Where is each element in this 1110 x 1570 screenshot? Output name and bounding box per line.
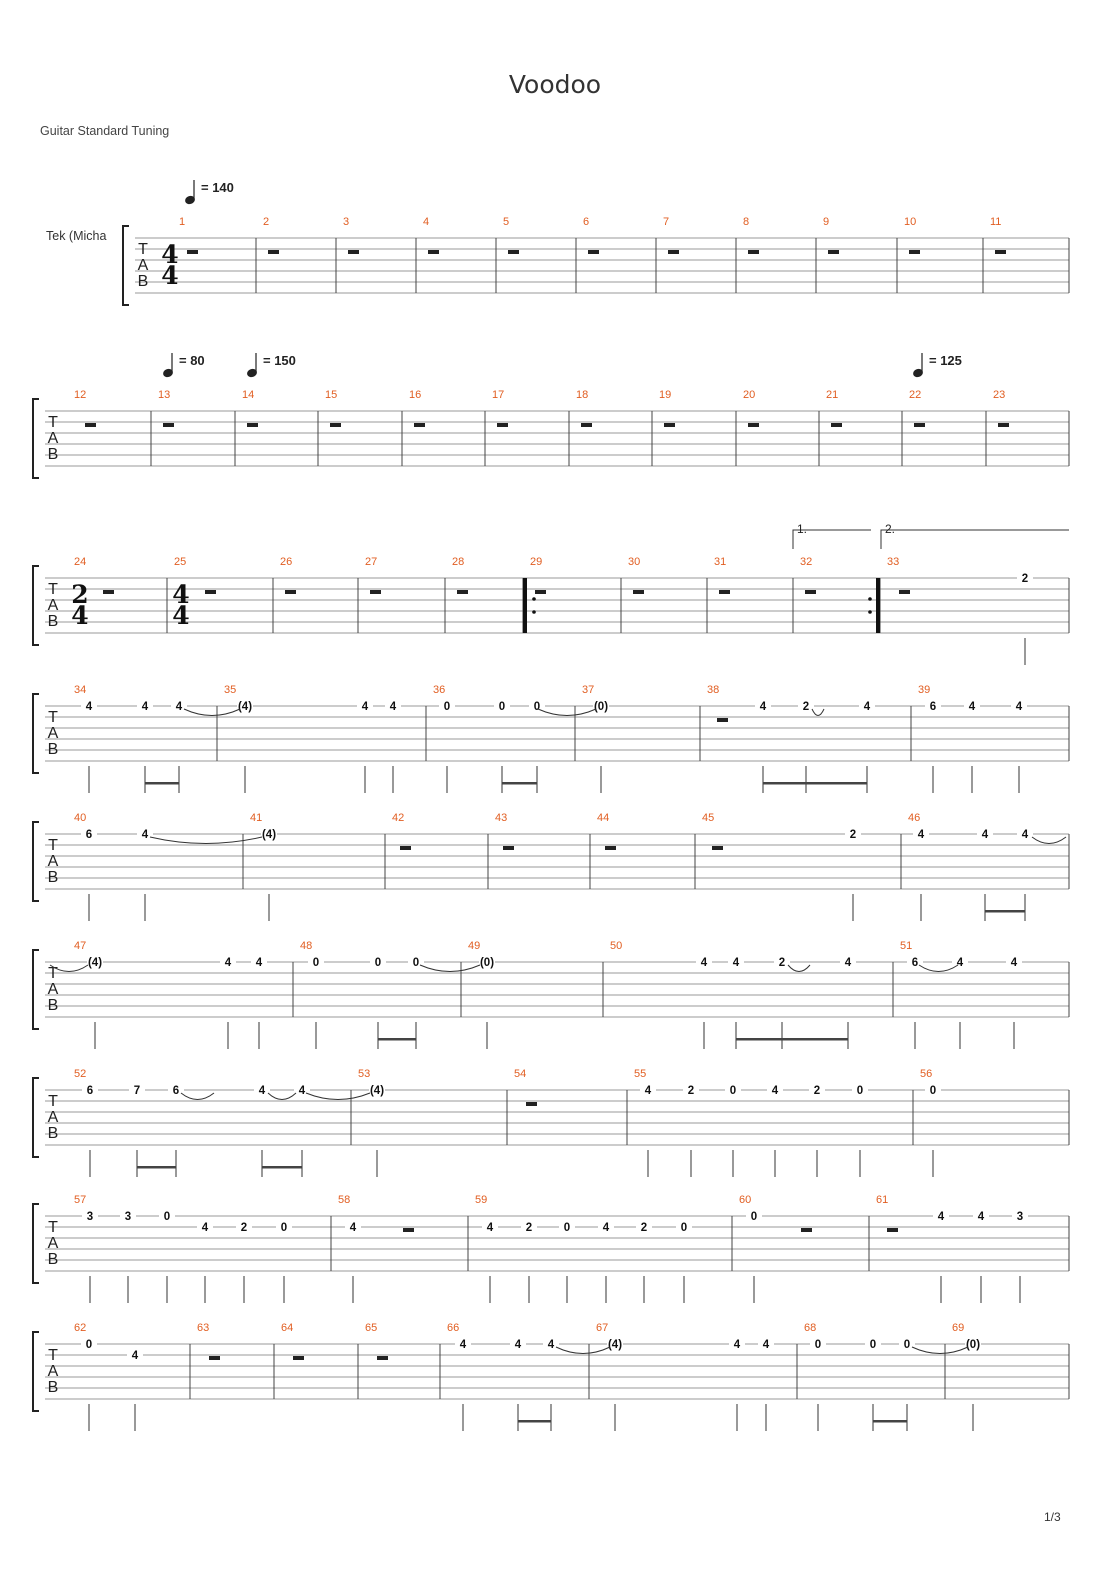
rest-symbol — [887, 1228, 898, 1232]
measure-number: 60 — [739, 1194, 752, 1206]
rest-symbol — [719, 590, 730, 594]
measure-number: 39 — [918, 684, 931, 696]
measure-number: 32 — [800, 556, 813, 568]
measure-number: 58 — [338, 1194, 351, 1206]
rest-symbol — [370, 590, 381, 594]
measure-number: 22 — [909, 389, 922, 401]
fret-number: 4 — [863, 701, 871, 713]
tab-clef-letter: B — [137, 273, 149, 290]
fret-number: 2 — [1021, 573, 1029, 585]
fret-number: 0 — [750, 1211, 758, 1223]
tie-arc — [788, 965, 810, 972]
tie-arc — [556, 1347, 610, 1354]
fret-number: (0) — [965, 1339, 981, 1351]
note-beam — [145, 782, 179, 785]
fret-number: 4 — [389, 701, 397, 713]
fret-number: 0 — [680, 1222, 688, 1234]
fret-number: 0 — [280, 1222, 288, 1234]
note-beam — [782, 1038, 848, 1041]
note-beam — [736, 1038, 782, 1041]
time-signature-denominator: 4 — [172, 601, 190, 630]
measure-number: 26 — [280, 556, 293, 568]
fret-number: 4 — [771, 1085, 779, 1097]
tie-arc — [184, 709, 240, 716]
tab-clef-letter: T — [48, 581, 58, 598]
tie-arc — [268, 1093, 296, 1100]
rest-symbol — [503, 846, 514, 850]
tab-clef-letter: A — [47, 853, 59, 870]
measure-number: 33 — [887, 556, 900, 568]
rest-symbol — [330, 423, 341, 427]
tab-clef-letter: T — [48, 1347, 58, 1364]
fret-number: 4 — [85, 701, 93, 713]
fret-number: 0 — [929, 1085, 937, 1097]
measure-number: 68 — [804, 1322, 817, 1334]
fret-number: 4 — [514, 1339, 522, 1351]
fret-number: 0 — [85, 1339, 93, 1351]
tie-arc — [538, 709, 596, 716]
rest-symbol — [205, 590, 216, 594]
fret-number: 0 — [729, 1085, 737, 1097]
fret-number: 4 — [759, 701, 767, 713]
measure-number: 40 — [74, 812, 87, 824]
fret-number: 0 — [903, 1339, 911, 1351]
fret-number: 4 — [141, 701, 149, 713]
measure-number: 38 — [707, 684, 720, 696]
rest-symbol — [85, 423, 96, 427]
note-beam — [378, 1038, 416, 1041]
measure-number: 42 — [392, 812, 405, 824]
tie-arc — [181, 1093, 214, 1100]
fret-number: 2 — [849, 829, 857, 841]
rest-symbol — [712, 846, 723, 850]
tab-clef-letter: B — [47, 741, 59, 758]
fret-number: (4) — [607, 1339, 623, 1351]
fret-number: 4 — [224, 957, 232, 969]
measure-number: 20 — [743, 389, 756, 401]
fret-number: 2 — [802, 701, 810, 713]
volta-label-2: 2. — [885, 522, 896, 536]
fret-number: 4 — [917, 829, 925, 841]
measure-number: 55 — [634, 1068, 647, 1080]
measure-number: 7 — [663, 216, 670, 228]
repeat-end-bar — [876, 578, 880, 633]
fret-number: 2 — [813, 1085, 821, 1097]
measure-number: 13 — [158, 389, 171, 401]
measure-number: 43 — [495, 812, 508, 824]
fret-number: 4 — [602, 1222, 610, 1234]
rest-symbol — [400, 846, 411, 850]
measure-number: 65 — [365, 1322, 378, 1334]
fret-number: 7 — [133, 1085, 141, 1097]
measure-number: 27 — [365, 556, 378, 568]
rest-symbol — [293, 1356, 304, 1360]
fret-number: 4 — [141, 829, 149, 841]
measure-number: 54 — [514, 1068, 527, 1080]
rest-symbol — [605, 846, 616, 850]
rest-symbol — [163, 423, 174, 427]
fret-number: 3 — [1016, 1211, 1024, 1223]
measure-number: 30 — [628, 556, 641, 568]
note-beam — [137, 1166, 176, 1169]
measure-number: 61 — [876, 1194, 889, 1206]
measure-number: 2 — [263, 216, 270, 228]
tab-clef-letter: B — [47, 446, 59, 463]
tempo-marking: = 150 — [263, 353, 296, 368]
note-beam — [262, 1166, 302, 1169]
tab-clef-letter: A — [47, 981, 59, 998]
fret-number: 4 — [547, 1339, 555, 1351]
tab-clef-letter: B — [47, 869, 59, 886]
fret-number: 4 — [977, 1211, 985, 1223]
fret-number: (4) — [237, 701, 253, 713]
time-signature-denominator: 4 — [161, 261, 179, 290]
fret-number: 3 — [86, 1211, 94, 1223]
tab-clef-letter: A — [47, 725, 59, 742]
tab-clef-letter: T — [48, 1093, 58, 1110]
fret-number: 4 — [844, 957, 852, 969]
rest-symbol — [457, 590, 468, 594]
tempo-marking: = 125 — [929, 353, 962, 368]
system-bracket — [123, 226, 129, 305]
fret-number: 6 — [929, 701, 937, 713]
volta-bracket-2 — [881, 530, 1069, 549]
note-beam — [518, 1420, 551, 1423]
measure-number: 17 — [492, 389, 505, 401]
measure-number: 63 — [197, 1322, 210, 1334]
rest-symbol — [717, 718, 728, 722]
tab-clef-letter: A — [47, 1235, 59, 1252]
measure-number: 59 — [475, 1194, 488, 1206]
rest-symbol — [828, 250, 839, 254]
fret-number: 4 — [459, 1339, 467, 1351]
system-bracket — [33, 694, 39, 773]
fret-number: 4 — [1010, 957, 1018, 969]
fret-number: 0 — [869, 1339, 877, 1351]
system-bracket — [33, 1332, 39, 1411]
fret-number: 0 — [374, 957, 382, 969]
fret-number: 0 — [412, 957, 420, 969]
measure-number: 41 — [250, 812, 263, 824]
measure-number: 56 — [920, 1068, 933, 1080]
system-bracket — [33, 822, 39, 901]
rest-symbol — [909, 250, 920, 254]
rest-symbol — [348, 250, 359, 254]
tie-arc — [306, 1093, 370, 1100]
rest-symbol — [805, 590, 816, 594]
measure-number: 24 — [74, 556, 87, 568]
fret-number: 0 — [856, 1085, 864, 1097]
fret-number: 4 — [298, 1085, 306, 1097]
note-beam — [502, 782, 537, 785]
tie-arc — [150, 837, 262, 844]
fret-number: 0 — [443, 701, 451, 713]
rest-symbol — [285, 590, 296, 594]
tab-clef-letter: T — [48, 837, 58, 854]
rest-symbol — [103, 590, 114, 594]
fret-number: 4 — [968, 701, 976, 713]
measure-number: 37 — [582, 684, 595, 696]
tab-clef-letter: T — [48, 965, 58, 982]
measure-number: 4 — [423, 216, 430, 228]
note-beam — [873, 1420, 907, 1423]
measure-number: 14 — [242, 389, 255, 401]
system-bracket — [33, 566, 39, 645]
fret-number: 2 — [240, 1222, 248, 1234]
track-name: Tek (Micha — [46, 229, 107, 243]
fret-number: 4 — [361, 701, 369, 713]
fret-number: 4 — [201, 1222, 209, 1234]
fret-number: 6 — [86, 1085, 94, 1097]
rest-symbol — [588, 250, 599, 254]
measure-number: 47 — [74, 940, 87, 952]
repeat-start-bar — [523, 578, 527, 633]
measure-number: 15 — [325, 389, 338, 401]
fret-number: 4 — [700, 957, 708, 969]
tuning-label: Guitar Standard Tuning — [40, 124, 170, 138]
measure-number: 1 — [179, 216, 186, 228]
tab-clef-letter: A — [47, 430, 59, 447]
tab-clef-letter: A — [47, 1109, 59, 1126]
tab-clef-letter: B — [47, 1251, 59, 1268]
fret-number: 4 — [349, 1222, 357, 1234]
fret-number: 4 — [762, 1339, 770, 1351]
rest-symbol — [508, 250, 519, 254]
measure-number: 8 — [743, 216, 750, 228]
tab-clef-letter: B — [47, 1379, 59, 1396]
system-bracket — [33, 399, 39, 478]
song-title: Voodoo — [508, 70, 602, 99]
fret-number: 4 — [131, 1350, 139, 1362]
system-bracket — [33, 1078, 39, 1157]
fret-number: 2 — [778, 957, 786, 969]
fret-number: 6 — [172, 1085, 180, 1097]
fret-number: (4) — [369, 1085, 385, 1097]
fret-number: (4) — [87, 957, 103, 969]
volta-label-1: 1. — [797, 522, 808, 536]
rest-symbol — [535, 590, 546, 594]
rest-symbol — [268, 250, 279, 254]
rest-symbol — [377, 1356, 388, 1360]
fret-number: 2 — [640, 1222, 648, 1234]
fret-number: 6 — [85, 829, 93, 841]
tab-clef-letter: A — [137, 257, 149, 274]
measure-number: 12 — [74, 389, 87, 401]
measure-number: 57 — [74, 1194, 87, 1206]
rest-symbol — [748, 250, 759, 254]
measure-number: 29 — [530, 556, 543, 568]
rest-symbol — [581, 423, 592, 427]
note-beam — [806, 782, 867, 785]
tab-clef-letter: B — [47, 613, 59, 630]
tempo-marking: = 80 — [179, 353, 205, 368]
fret-number: 4 — [732, 957, 740, 969]
measure-number: 64 — [281, 1322, 294, 1334]
tab-clef-letter: A — [47, 597, 59, 614]
measure-number: 67 — [596, 1322, 609, 1334]
measure-number: 6 — [583, 216, 590, 228]
measure-number: 46 — [908, 812, 921, 824]
time-signature-numerator: 4 — [172, 580, 190, 609]
system-bracket — [33, 950, 39, 1029]
fret-number: 2 — [687, 1085, 695, 1097]
measure-number: 25 — [174, 556, 187, 568]
measure-number: 66 — [447, 1322, 460, 1334]
measure-number: 21 — [826, 389, 839, 401]
fret-number: 0 — [563, 1222, 571, 1234]
repeat-dot — [532, 610, 536, 614]
tie-arc — [1032, 837, 1066, 844]
measure-number: 19 — [659, 389, 672, 401]
fret-number: 4 — [175, 701, 183, 713]
measure-number: 44 — [597, 812, 610, 824]
repeat-dot — [868, 597, 872, 601]
tab-clef-letter: T — [48, 414, 58, 431]
tab-clef-letter: T — [138, 241, 148, 258]
measure-number: 16 — [409, 389, 422, 401]
rest-symbol — [633, 590, 644, 594]
fret-number: 0 — [533, 701, 541, 713]
fret-number: 0 — [814, 1339, 822, 1351]
repeat-dot — [532, 597, 536, 601]
fret-number: (0) — [593, 701, 609, 713]
fret-number: 2 — [525, 1222, 533, 1234]
rest-symbol — [526, 1102, 537, 1106]
fret-number: (0) — [479, 957, 495, 969]
measure-number: 69 — [952, 1322, 965, 1334]
rest-symbol — [414, 423, 425, 427]
measure-number: 23 — [993, 389, 1006, 401]
tempo-marking: = 140 — [201, 180, 234, 195]
rest-symbol — [668, 250, 679, 254]
measure-number: 52 — [74, 1068, 87, 1080]
measure-number: 5 — [503, 216, 510, 228]
repeat-dot — [868, 610, 872, 614]
measure-number: 31 — [714, 556, 727, 568]
fret-number: 4 — [255, 957, 263, 969]
rest-symbol — [801, 1228, 812, 1232]
measure-number: 45 — [702, 812, 715, 824]
tab-clef-letter: B — [47, 997, 59, 1014]
tab-clef-letter: B — [47, 1125, 59, 1142]
fret-number: 4 — [644, 1085, 652, 1097]
rest-symbol — [247, 423, 258, 427]
fret-number: 0 — [312, 957, 320, 969]
tie-arc — [420, 965, 480, 972]
measure-number: 51 — [900, 940, 913, 952]
rest-symbol — [187, 250, 198, 254]
fret-number: 0 — [163, 1211, 171, 1223]
measure-number: 28 — [452, 556, 465, 568]
fret-number: 6 — [911, 957, 919, 969]
rest-symbol — [209, 1356, 220, 1360]
measure-number: 34 — [74, 684, 87, 696]
fret-number: 4 — [258, 1085, 266, 1097]
system-bracket — [33, 1204, 39, 1283]
measure-number: 36 — [433, 684, 446, 696]
measure-number: 50 — [610, 940, 623, 952]
rest-symbol — [748, 423, 759, 427]
tab-clef-letter: T — [48, 709, 58, 726]
fret-number: 0 — [498, 701, 506, 713]
rest-symbol — [831, 423, 842, 427]
rest-symbol — [998, 423, 1009, 427]
measure-number: 62 — [74, 1322, 87, 1334]
rest-symbol — [497, 423, 508, 427]
measure-number: 48 — [300, 940, 313, 952]
rest-symbol — [914, 423, 925, 427]
page-number: 1/3 — [1044, 1510, 1061, 1524]
rest-symbol — [428, 250, 439, 254]
fret-number: 4 — [1015, 701, 1023, 713]
rest-symbol — [995, 250, 1006, 254]
measure-number: 35 — [224, 684, 237, 696]
tie-arc — [912, 1347, 968, 1354]
rest-symbol — [899, 590, 910, 594]
fret-number: 4 — [733, 1339, 741, 1351]
measure-number: 9 — [823, 216, 830, 228]
measure-number: 3 — [343, 216, 350, 228]
fret-number: 3 — [124, 1211, 132, 1223]
fret-number: 4 — [486, 1222, 494, 1234]
fret-number: 4 — [981, 829, 989, 841]
measure-number: 10 — [904, 216, 917, 228]
measure-number: 53 — [358, 1068, 371, 1080]
measure-number: 49 — [468, 940, 481, 952]
measure-number: 11 — [990, 216, 1002, 228]
fret-number: (4) — [261, 829, 277, 841]
fret-number: 4 — [937, 1211, 945, 1223]
rest-symbol — [664, 423, 675, 427]
rest-symbol — [403, 1228, 414, 1232]
tab-clef-letter: A — [47, 1363, 59, 1380]
fret-number: 4 — [1021, 829, 1029, 841]
tab-clef-letter: T — [48, 1219, 58, 1236]
time-signature-denominator: 4 — [71, 601, 89, 630]
measure-number: 18 — [576, 389, 589, 401]
fret-number: 4 — [956, 957, 964, 969]
time-signature-numerator: 2 — [71, 580, 89, 609]
note-beam — [763, 782, 806, 785]
note-beam — [985, 910, 1025, 913]
time-signature-numerator: 4 — [161, 240, 179, 269]
